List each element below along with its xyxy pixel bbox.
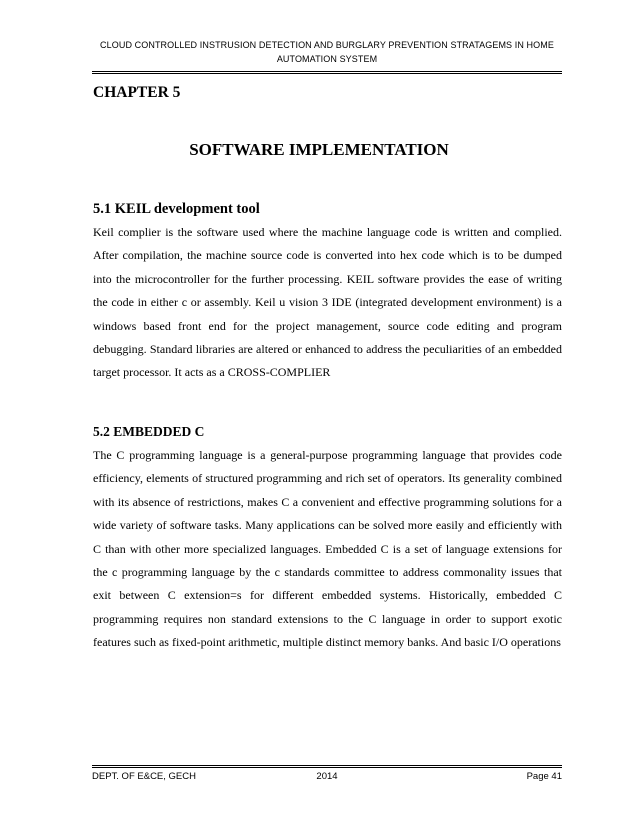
- header-rule-secondary: [92, 73, 562, 74]
- footer-rule: [92, 765, 562, 766]
- section-body-keil: Keil complier is the software used where the machine language code is written and complied. After compilation, the machine source code is converted into hex code which is to be dumped into the microcontroller for the further processing. KEIL software provides the ease of writing the code in either c or assembly. Keil u vision 3 IDE (integrated development environment) is a windows based front end for the project management, source code editing and program debugging. Standard libraries are altered or enhanced to address the peculiarities of an embedded target processor. It acts as a CROSS-COMPLIER: [93, 225, 562, 380]
- footer-department: DEPT. OF E&CE, GECH: [92, 771, 196, 782]
- section-body-embedded-c: The C programming language is a general-purpose programming language that provides code efficiency, elements of structured programming and rich set of operators. Its generality combined with its absence of restrictions, makes C a convenient and effective programming solutions for a wide variety of software tasks. Many applications can be solved more easily and efficiently with C than with other more specialized languages. Embedded C is a set of language extensions for the c programming language by the c standards committee to address commonality issues that exit between C extension=s for different embedded systems. Historically, embedded C programming requires non standard extensions to the C language in order to support exotic features such as fixed-point arithmetic, multiple distinct memory banks. And basic I/O operations: [93, 448, 562, 650]
- section-heading-keil: 5.1 KEIL development tool: [93, 201, 260, 217]
- footer-page-number: Page 41: [526, 771, 562, 782]
- footer-year: 2014: [316, 771, 338, 782]
- header-rule: [92, 71, 562, 72]
- page-footer: [92, 771, 562, 787]
- chapter-title: SOFTWARE IMPLEMENTATION: [189, 140, 449, 159]
- running-header-line-2: AUTOMATION SYSTEM: [276, 54, 378, 64]
- footer-rule-secondary: [92, 767, 562, 768]
- running-header-line-1: CLOUD CONTROLLED INSTRUSION DETECTION AND BURGLARY PREVENTION STRATAGEMS IN HOME: [100, 40, 554, 50]
- section-heading-embedded-c: 5.2 EMBEDDED C: [93, 424, 205, 439]
- running-header: [92, 38, 562, 66]
- chapter-label: CHAPTER 5: [93, 84, 181, 101]
